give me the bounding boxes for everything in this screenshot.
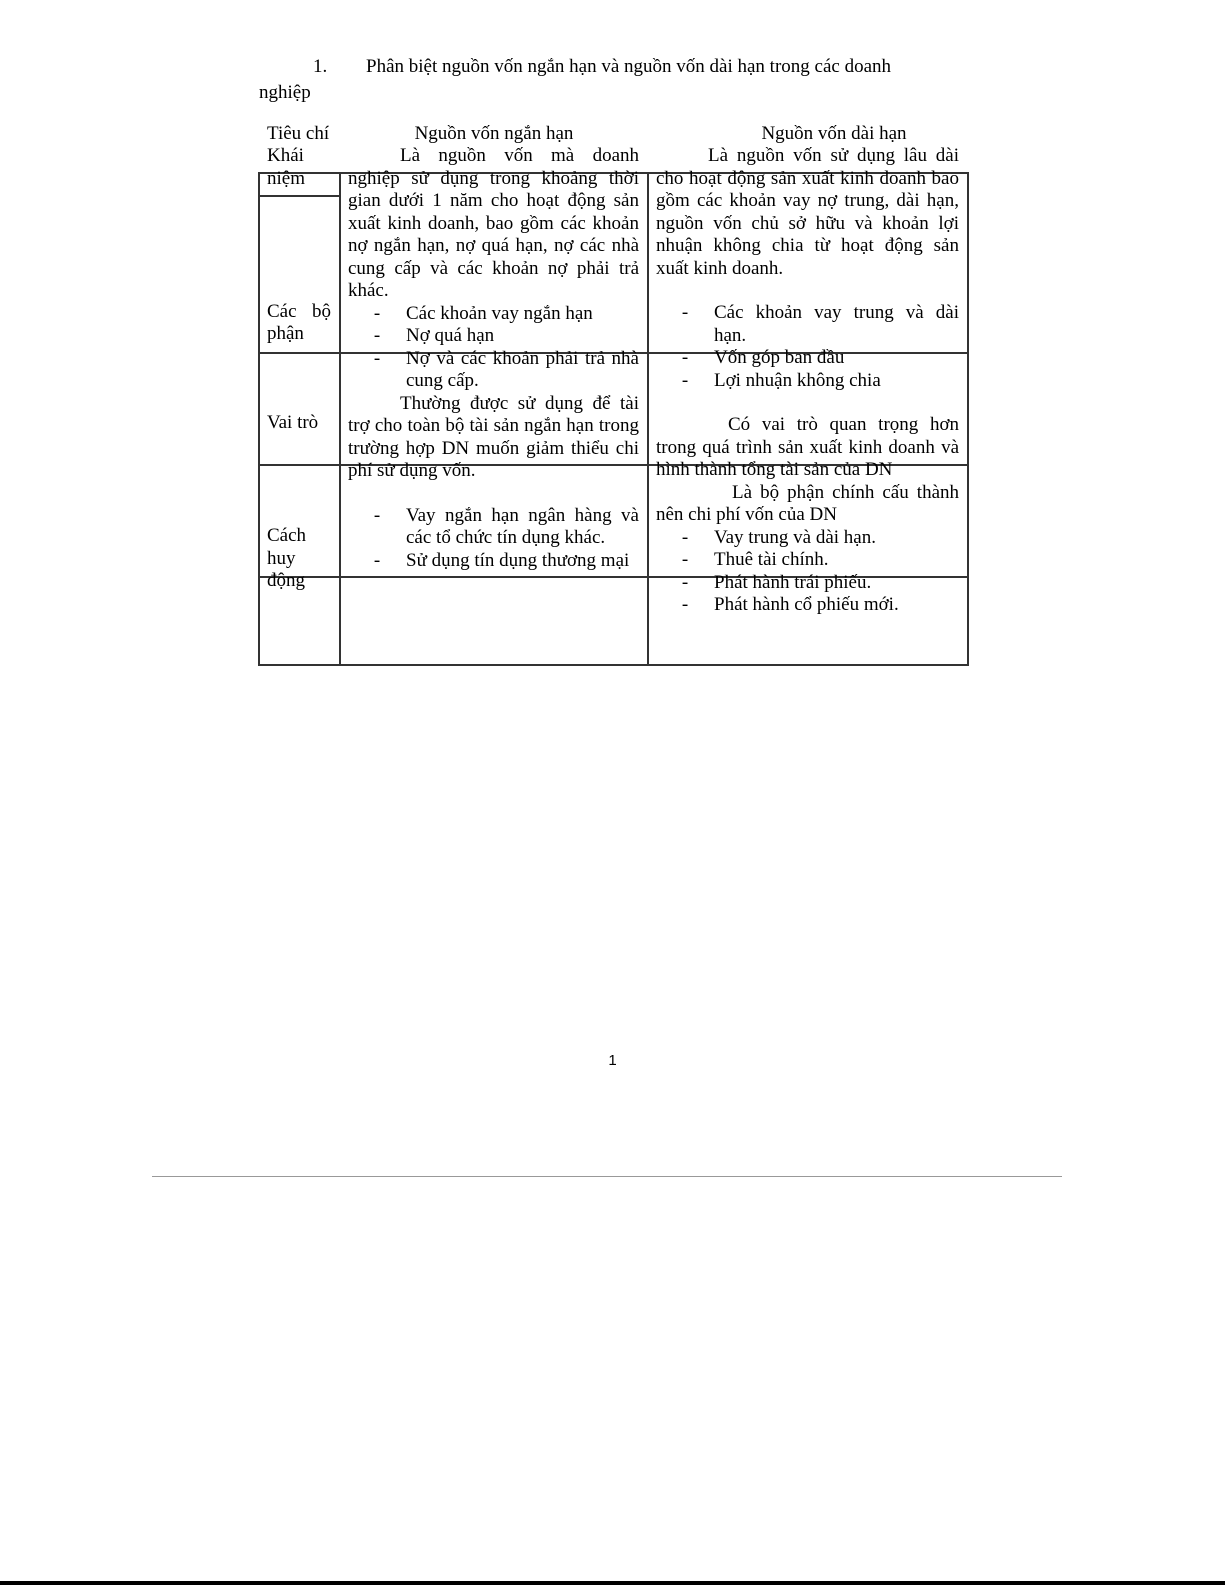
dash: - bbox=[373, 347, 381, 369]
header-criteria: Tiêu chí bbox=[267, 123, 330, 144]
criteria-concept-line1: Khái bbox=[267, 145, 304, 166]
page-bottom-edge bbox=[0, 1581, 1225, 1585]
long-term-role-2: Là bộ phận chính cấu thành nên chi phí vốn của DN bbox=[656, 481, 959, 525]
criteria-concept-line2: niệm bbox=[267, 168, 305, 189]
long-term-role: Có vai trò quan trọng hơn trong quá trình sản xuất kinh doanh và hình thành tổng tài sản của DN bbox=[656, 414, 959, 480]
dash: - bbox=[681, 302, 689, 323]
table-bottom-border bbox=[258, 664, 969, 666]
page-separator bbox=[152, 1176, 1062, 1177]
row-divider bbox=[258, 195, 340, 197]
long-term-component: - Các khoản vay trung và dài hạn. bbox=[656, 302, 959, 347]
column-divider bbox=[647, 172, 649, 665]
long-term-concept: Là nguồn vốn sử dụng lâu dài cho hoạt động sản xuất kinh doanh bao gồm các khoản vay nợ trung, dài hạn, nguồn vốn chủ sở hữu và khoản lợi nhuận không chia từ hoạt động sản xuất kinh doanh. bbox=[656, 145, 959, 279]
criteria-mobilization-line1: Cách bbox=[267, 525, 307, 546]
short-term-component: - Nợ và các khoản phải trả nhà cung cấp. bbox=[348, 348, 639, 393]
dash: - bbox=[373, 325, 381, 346]
dash: - bbox=[681, 549, 689, 570]
long-term-mobilization: - Thuê tài chính. bbox=[656, 549, 959, 572]
criteria-mobilization-line3: động bbox=[267, 570, 305, 591]
column-divider bbox=[258, 172, 260, 665]
criteria-components-line2: phận bbox=[267, 323, 304, 344]
short-term-mobilization: - Sử dụng tín dụng thương mại bbox=[348, 550, 639, 573]
header-short-term: Nguồn vốn ngắn hạn bbox=[414, 123, 574, 144]
dash: - bbox=[373, 302, 381, 324]
column-divider bbox=[967, 172, 969, 665]
long-term-component: - Lợi nhuận không chia bbox=[656, 370, 959, 393]
criteria-components-text: Các bộ bbox=[267, 301, 331, 322]
short-term-mobilization: - Vay ngắn hạn ngân hàng và các tổ chức tín dụng khác. bbox=[348, 505, 639, 550]
long-term-component: - Vốn góp ban đầu bbox=[656, 347, 959, 370]
long-term-mobilization: - Vay trung và dài hạn. bbox=[656, 527, 959, 550]
short-term-column bbox=[348, 145, 639, 572]
dash: - bbox=[681, 347, 689, 368]
short-term-role: Thường được sử dụng để tài trợ cho toàn bộ tài sản ngắn hạn trong trường hợp DN muốn giảm thiểu chi phí sử dụng vốn. bbox=[348, 392, 639, 481]
short-term-component: - Nợ quá hạn bbox=[348, 325, 639, 348]
dash: - bbox=[373, 549, 381, 571]
long-term-mobilization: - Phát hành cổ phiếu mới. bbox=[656, 594, 959, 617]
short-term-concept: Là nguồn vốn mà doanh nghiệp sử dụng trong khoảng thời gian dưới 1 năm cho hoạt động sản xuất kinh doanh, bao gồm các khoản nợ ngắn hạn, nợ quá hạn, nợ các nhà cung cấp và các khoản nợ phải trả khác. bbox=[348, 145, 639, 301]
short-term-component: - Các khoản vay ngắn hạn bbox=[348, 303, 639, 326]
criteria-role: Vai trò bbox=[267, 412, 319, 433]
dash: - bbox=[681, 526, 689, 548]
heading-title-line2: nghiệp bbox=[259, 82, 311, 103]
dash: - bbox=[373, 504, 381, 526]
dash: - bbox=[681, 571, 689, 593]
dash: - bbox=[681, 369, 689, 391]
long-term-column bbox=[656, 145, 959, 617]
heading-number: 1. bbox=[313, 56, 328, 77]
heading-title-line1: Phân biệt nguồn vốn ngắn hạn và nguồn vốn dài hạn trong các doanh bbox=[366, 56, 892, 77]
dash: - bbox=[681, 594, 689, 615]
column-divider bbox=[339, 172, 341, 665]
page-number: 1 bbox=[608, 1052, 617, 1069]
criteria-mobilization-line2: huy bbox=[267, 548, 296, 569]
criteria-components-line1 bbox=[267, 301, 331, 324]
header-long-term: Nguồn vốn dài hạn bbox=[761, 123, 907, 144]
long-term-mobilization: - Phát hành trái phiếu. bbox=[656, 572, 959, 595]
